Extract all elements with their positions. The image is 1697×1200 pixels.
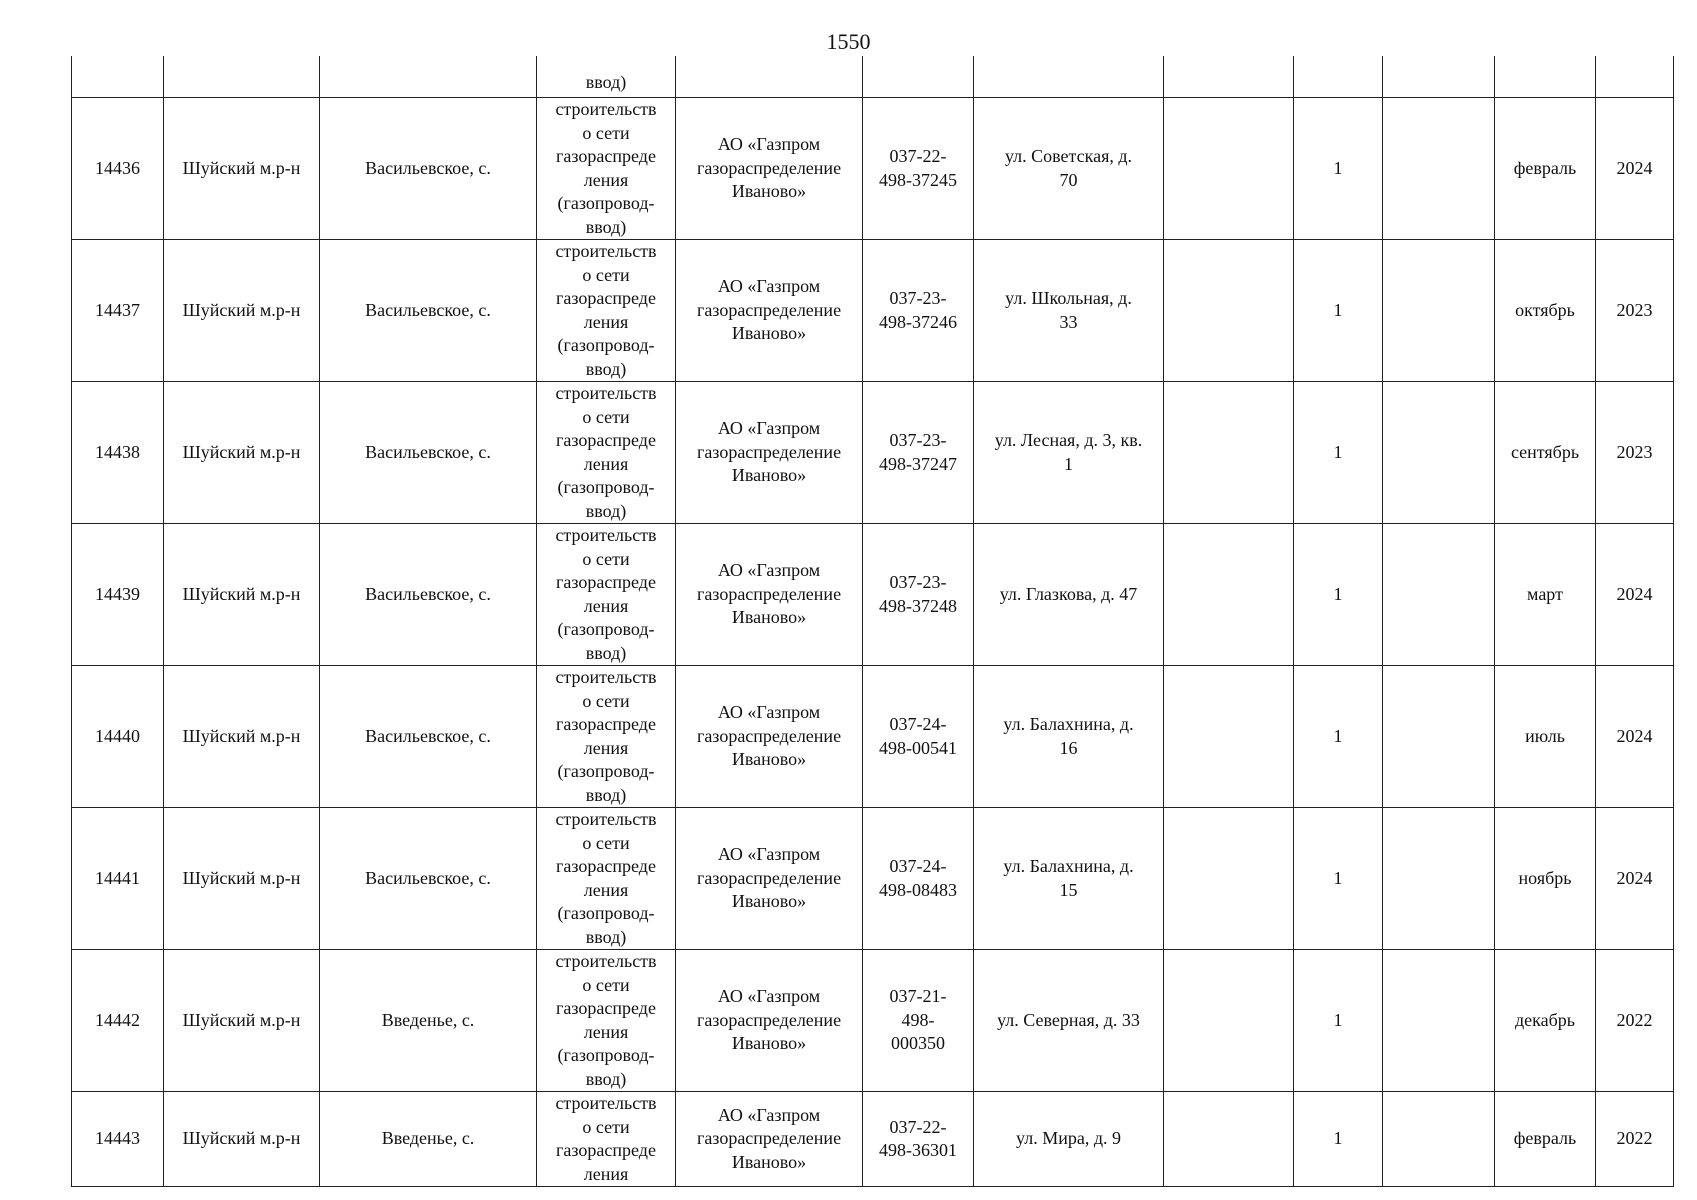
empty-cell <box>1164 240 1294 382</box>
month-cell: февраль <box>1495 98 1596 240</box>
empty-cell <box>1383 808 1495 950</box>
empty-cell <box>1164 950 1294 1092</box>
district-cell: Шуйский м.р-н <box>164 950 320 1092</box>
cell <box>1495 56 1596 98</box>
empty-cell <box>1164 808 1294 950</box>
work-cell: строительств о сети газораспреде ления (газопровод- ввод) <box>537 240 676 382</box>
cell <box>1164 56 1294 98</box>
district-cell: Шуйский м.р-н <box>164 524 320 666</box>
empty-cell <box>1383 524 1495 666</box>
address-cell: ул. Глазкова, д. 47 <box>974 524 1164 666</box>
count-cell: 1 <box>1294 98 1383 240</box>
year-cell: 2024 <box>1596 666 1674 808</box>
work-cell-fragment: ввод) <box>537 56 676 98</box>
address-cell: ул. Школьная, д. 33 <box>974 240 1164 382</box>
organization-cell: АО «Газпром газораспределение Иваново» <box>676 666 863 808</box>
month-cell: ноябрь <box>1495 808 1596 950</box>
table-row <box>72 666 1674 808</box>
count-cell: 1 <box>1294 1092 1383 1187</box>
table-row <box>72 98 1674 240</box>
work-cell: строительств о сети газораспреде ления (газопровод- ввод) <box>537 808 676 950</box>
code-cell: 037-22- 498-36301 <box>863 1092 974 1187</box>
address-cell: ул. Балахнина, д. 15 <box>974 808 1164 950</box>
code-cell: 037-21- 498- 000350 <box>863 950 974 1092</box>
empty-cell <box>1383 1092 1495 1187</box>
id-cell: 14441 <box>72 808 164 950</box>
month-cell: декабрь <box>1495 950 1596 1092</box>
cell <box>164 56 320 98</box>
id-cell: 14442 <box>72 950 164 1092</box>
organization-cell: АО «Газпром газораспределение Иваново» <box>676 808 863 950</box>
address-cell: ул. Балахнина, д. 16 <box>974 666 1164 808</box>
count-cell: 1 <box>1294 808 1383 950</box>
table-row <box>72 808 1674 950</box>
address-cell: ул. Мира, д. 9 <box>974 1092 1164 1187</box>
page-number: 1550 <box>826 29 871 54</box>
year-cell: 2022 <box>1596 1092 1674 1187</box>
empty-cell <box>1164 666 1294 808</box>
table-row <box>72 1092 1674 1187</box>
continued-row <box>72 56 1674 98</box>
year-cell: 2022 <box>1596 950 1674 1092</box>
count-cell: 1 <box>1294 524 1383 666</box>
count-cell: 1 <box>1294 666 1383 808</box>
month-cell: июль <box>1495 666 1596 808</box>
code-cell: 037-23- 498-37246 <box>863 240 974 382</box>
month-cell: сентябрь <box>1495 382 1596 524</box>
year-cell: 2023 <box>1596 240 1674 382</box>
count-cell: 1 <box>1294 240 1383 382</box>
id-cell: 14438 <box>72 382 164 524</box>
locality-cell: Васильевское, с. <box>320 524 537 666</box>
work-cell: строительств о сети газораспреде ления (газопровод- ввод) <box>537 666 676 808</box>
code-cell: 037-24- 498-08483 <box>863 808 974 950</box>
organization-cell: АО «Газпром газораспределение Иваново» <box>676 1092 863 1187</box>
locality-cell: Введенье, с. <box>320 1092 537 1187</box>
registry-table <box>71 56 1674 1187</box>
work-cell: строительств о сети газораспреде ления <box>537 1092 676 1187</box>
id-cell: 14436 <box>72 98 164 240</box>
cell <box>1294 56 1383 98</box>
table-row <box>72 382 1674 524</box>
cell <box>320 56 537 98</box>
month-cell: март <box>1495 524 1596 666</box>
id-cell: 14439 <box>72 524 164 666</box>
address-cell: ул. Лесная, д. 3, кв. 1 <box>974 382 1164 524</box>
year-cell: 2024 <box>1596 98 1674 240</box>
locality-cell: Васильевское, с. <box>320 382 537 524</box>
empty-cell <box>1383 950 1495 1092</box>
code-cell: 037-23- 498-37248 <box>863 524 974 666</box>
address-cell: ул. Советская, д. 70 <box>974 98 1164 240</box>
district-cell: Шуйский м.р-н <box>164 382 320 524</box>
address-cell: ул. Северная, д. 33 <box>974 950 1164 1092</box>
table-row <box>72 524 1674 666</box>
count-cell: 1 <box>1294 382 1383 524</box>
district-cell: Шуйский м.р-н <box>164 240 320 382</box>
district-cell: Шуйский м.р-н <box>164 1092 320 1187</box>
cell <box>1596 56 1674 98</box>
month-cell: октябрь <box>1495 240 1596 382</box>
locality-cell: Васильевское, с. <box>320 808 537 950</box>
district-cell: Шуйский м.р-н <box>164 666 320 808</box>
code-cell: 037-23- 498-37247 <box>863 382 974 524</box>
locality-cell: Васильевское, с. <box>320 666 537 808</box>
cell <box>1383 56 1495 98</box>
empty-cell <box>1383 382 1495 524</box>
table-row <box>72 240 1674 382</box>
district-cell: Шуйский м.р-н <box>164 98 320 240</box>
locality-cell: Васильевское, с. <box>320 240 537 382</box>
code-cell: 037-24- 498-00541 <box>863 666 974 808</box>
locality-cell: Введенье, с. <box>320 950 537 1092</box>
id-cell: 14437 <box>72 240 164 382</box>
work-cell: строительств о сети газораспреде ления (газопровод- ввод) <box>537 98 676 240</box>
organization-cell: АО «Газпром газораспределение Иваново» <box>676 524 863 666</box>
id-cell: 14440 <box>72 666 164 808</box>
organization-cell: АО «Газпром газораспределение Иваново» <box>676 240 863 382</box>
empty-cell <box>1383 98 1495 240</box>
count-cell: 1 <box>1294 950 1383 1092</box>
cell <box>974 56 1164 98</box>
table-row <box>72 950 1674 1092</box>
locality-cell: Васильевское, с. <box>320 98 537 240</box>
month-cell: февраль <box>1495 1092 1596 1187</box>
organization-cell: АО «Газпром газораспределение Иваново» <box>676 98 863 240</box>
cell <box>72 56 164 98</box>
work-cell: строительств о сети газораспреде ления (газопровод- ввод) <box>537 524 676 666</box>
cell <box>863 56 974 98</box>
empty-cell <box>1383 240 1495 382</box>
cell <box>676 56 863 98</box>
year-cell: 2024 <box>1596 524 1674 666</box>
work-cell: строительств о сети газораспреде ления (газопровод- ввод) <box>537 382 676 524</box>
empty-cell <box>1383 666 1495 808</box>
table-body <box>72 56 1674 1187</box>
empty-cell <box>1164 382 1294 524</box>
district-cell: Шуйский м.р-н <box>164 808 320 950</box>
organization-cell: АО «Газпром газораспределение Иваново» <box>676 950 863 1092</box>
empty-cell <box>1164 98 1294 240</box>
empty-cell <box>1164 524 1294 666</box>
work-cell: строительств о сети газораспреде ления (газопровод- ввод) <box>537 950 676 1092</box>
organization-cell: АО «Газпром газораспределение Иваново» <box>676 382 863 524</box>
id-cell: 14443 <box>72 1092 164 1187</box>
year-cell: 2024 <box>1596 808 1674 950</box>
empty-cell <box>1164 1092 1294 1187</box>
year-cell: 2023 <box>1596 382 1674 524</box>
code-cell: 037-22- 498-37245 <box>863 98 974 240</box>
